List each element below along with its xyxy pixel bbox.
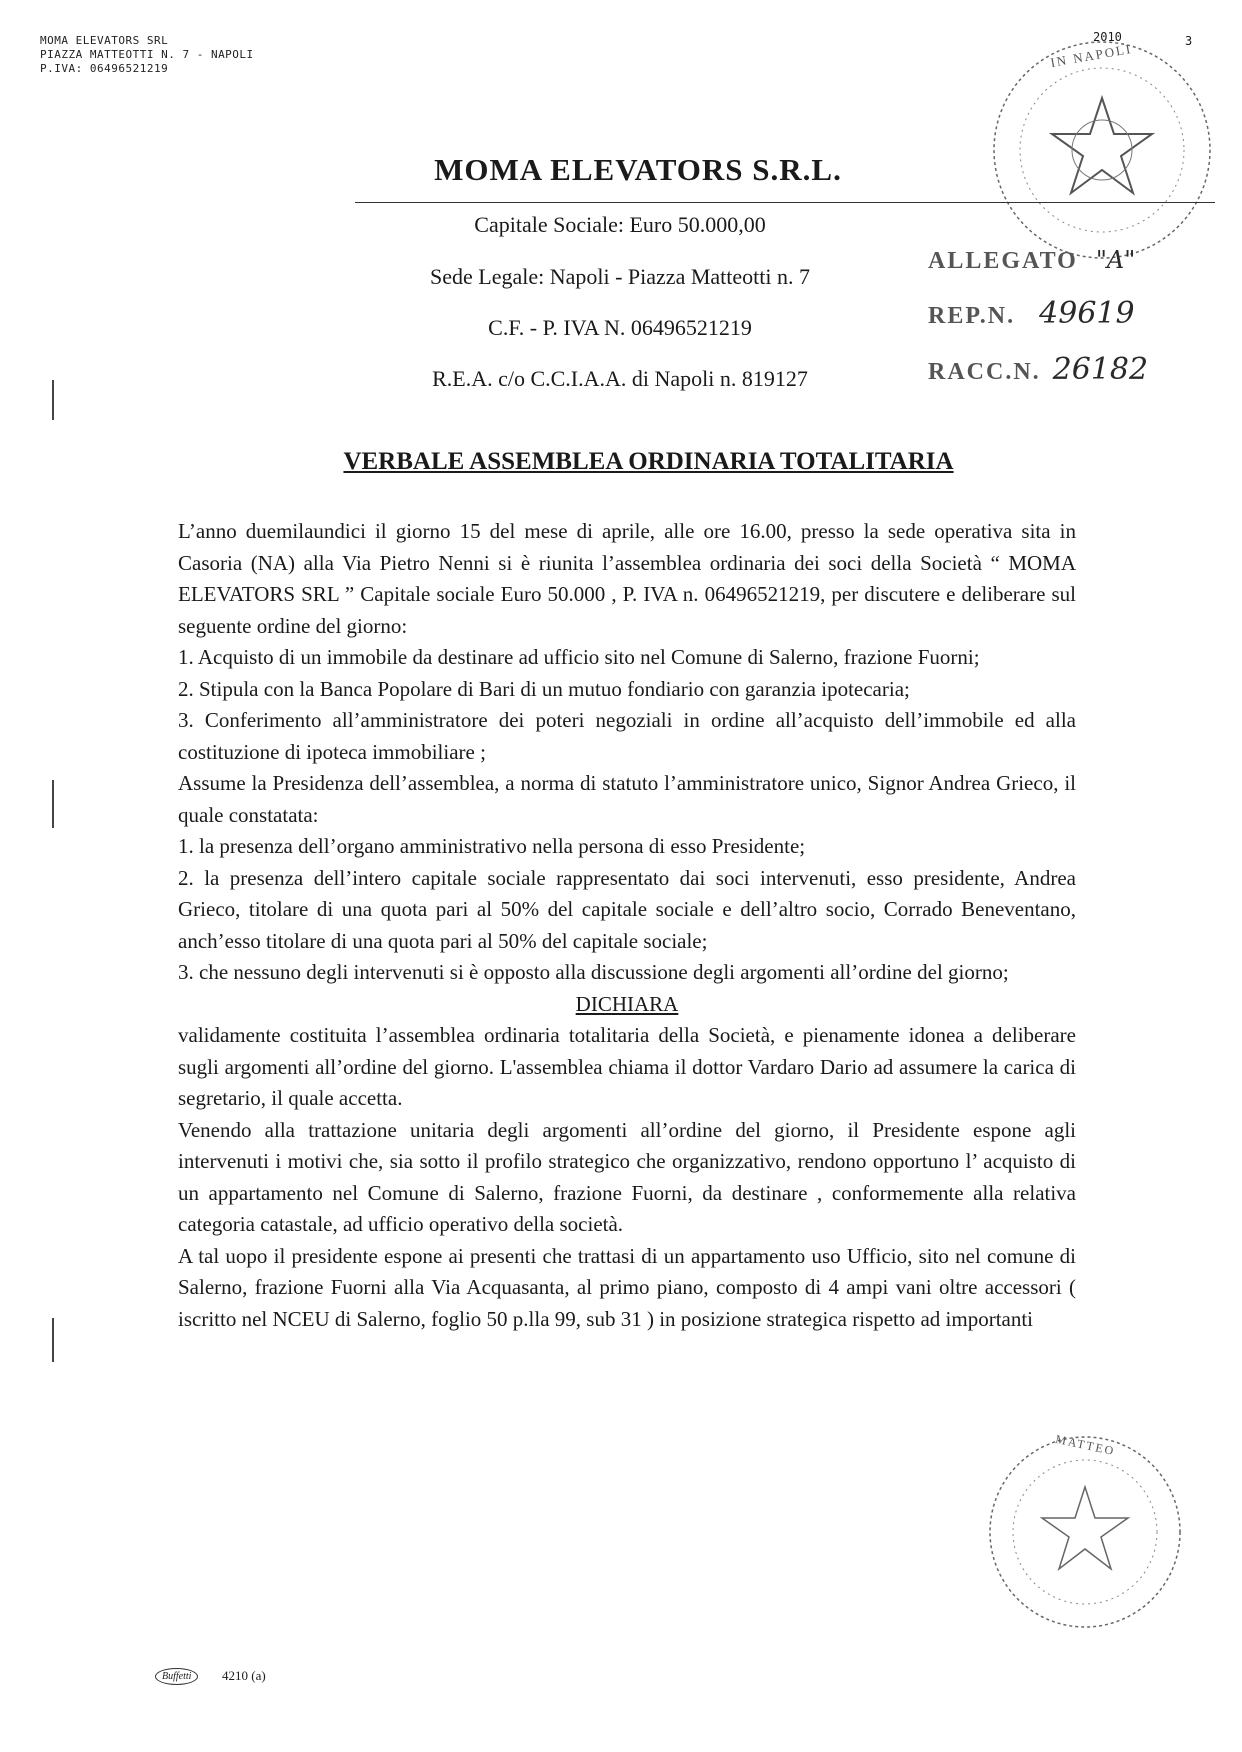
fax-header-address: PIAZZA MATTEOTTI N. 7 - NAPOLI: [40, 48, 254, 61]
fax-header: [40, 34, 254, 76]
seal-bottom-text: MATTEO: [1054, 1431, 1117, 1459]
page-number: 3: [1185, 34, 1193, 48]
margin-mark: [52, 780, 54, 828]
fax-header-company: MOMA ELEVATORS SRL: [40, 34, 169, 47]
capital-line: Capitale Sociale: Euro 50.000,00: [474, 212, 766, 237]
document-title: VERBALE ASSEMBLEA ORDINARIA TOTALITARIA: [343, 448, 954, 475]
seal-top-text: IN NAPOLI: [1049, 40, 1134, 71]
body-paragraph: A tal uopo il presidente espone ai presenti che trattasi di un appartamento uso Ufficio, sito nel comune di Salerno, frazione Fuorni alla Via Acquasanta, al primo piano, composto di 4 ampi vani oltre accessori ( iscritto nel NCEU di Salerno, foglio 50 p.lla 99, sub 31 ) in posizione strategica rispetto ad importanti: [178, 1243, 1076, 1331]
margin-mark: [52, 380, 54, 420]
agenda-item-1: 1. Acquisto di un immobile da destinare ad ufficio sito nel Comune di Salerno, frazione Fuorni;: [178, 645, 980, 669]
footer-code: 4210 (a): [222, 1668, 266, 1683]
finding-1: 1. la presenza dell’organo amministrativo nella persona di esso Presidente;: [178, 834, 806, 858]
seal-graphic: [990, 38, 1215, 263]
section-heading: DICHIARA: [575, 991, 679, 1016]
header-rule: [355, 202, 1215, 203]
tax-line: C.F. - P. IVA N. 06496521219: [488, 315, 752, 340]
racc-label: RACC.N.: [928, 359, 1041, 385]
racc-annotation: [928, 352, 1148, 387]
rep-label: REP.N.: [928, 303, 1016, 329]
company-title: MOMA ELEVATORS S.R.L.: [434, 152, 842, 187]
allegato-value: "A": [1095, 246, 1136, 274]
footer-logo: Buffetti: [155, 1668, 198, 1685]
body-paragraph: Assume la Presidenza dell’assemblea, a norma di statuto l’amministratore unico, Signor Andrea Grieco, il quale constatata:: [178, 771, 1076, 827]
margin-mark: [52, 1318, 54, 1362]
office-line: Sede Legale: Napoli - Piazza Matteotti n. 7: [430, 264, 810, 289]
notary-seal-top: [990, 38, 1215, 263]
finding-2: 2. la presenza dell’intero capitale sociale rappresentato dai soci intervenuti, esso presidente, Andrea Grieco, titolare di una quota pari al 50% del capitale sociale e dell’altro socio, Corrado Beneventano, anch’esso titolare di una quota pari al 50% del capitale sociale;: [178, 865, 1076, 953]
rea-line: R.E.A. c/o C.C.I.A.A. di Napoli n. 819127: [432, 366, 808, 391]
agenda-item-3: 3. Conferimento all’amministratore dei poteri negoziali in ordine all’acquisto dell’immobile ed alla costituzione di ipoteca immobiliare ;: [178, 708, 1076, 764]
racc-value: 26182: [1052, 352, 1149, 387]
rep-annotation: [928, 296, 1135, 331]
allegato-label: ALLEGATO: [928, 248, 1078, 274]
finding-3: 3. che nessuno degli intervenuti si è opposto alla discussione degli argomenti all’ordine del giorno;: [178, 960, 1009, 984]
rep-value: 49619: [1039, 296, 1135, 331]
minutes-body: [178, 516, 1076, 1335]
year: 2010: [1093, 30, 1122, 44]
fax-header-vat: P.IVA: 06496521219: [40, 62, 169, 75]
body-paragraph: Venendo alla trattazione unitaria degli argomenti all’ordine del giorno, il Presidente espone agli intervenuti i motivi che, sia sotto il profilo strategico che organizzativo, rendono opportuno l’ acquisto di un appartamento nel Comune di Salerno, frazione Fuorni, da destinare , conformemente alla relativa categoria catastale, ad ufficio operativo della società.: [178, 1117, 1076, 1236]
allegato-annotation: [928, 246, 1135, 275]
agenda-item-2: 2. Stipula con la Banca Popolare di Bari di un mutuo fondiario con garanzia ipotecaria;: [178, 676, 910, 701]
body-paragraph: validamente costituita l’assemblea ordinaria totalitaria della Società, e pienamente idonea a deliberare sugli argomenti all’ordine del giorno. L'assemblea chiama il dottor Vardaro Dario ad assumere la carica di segretario, il quale accetta.: [178, 1023, 1076, 1110]
seal-graphic: [985, 1432, 1185, 1632]
body-paragraph: L’anno duemilaundici il giorno 15 del mese di aprile, alle ore 16.00, presso la sede operativa sita in Casoria (NA) alla Via Pietro Nenni si è riunita l’assemblea ordinaria dei soci della Società “ MOMA ELEVATORS SRL ” Capitale sociale Euro 50.000 , P. IVA n. 06496521219, per discutere e deliberare sul seguente ordine del giorno:: [178, 519, 1076, 638]
notary-seal-bottom: [985, 1432, 1185, 1632]
